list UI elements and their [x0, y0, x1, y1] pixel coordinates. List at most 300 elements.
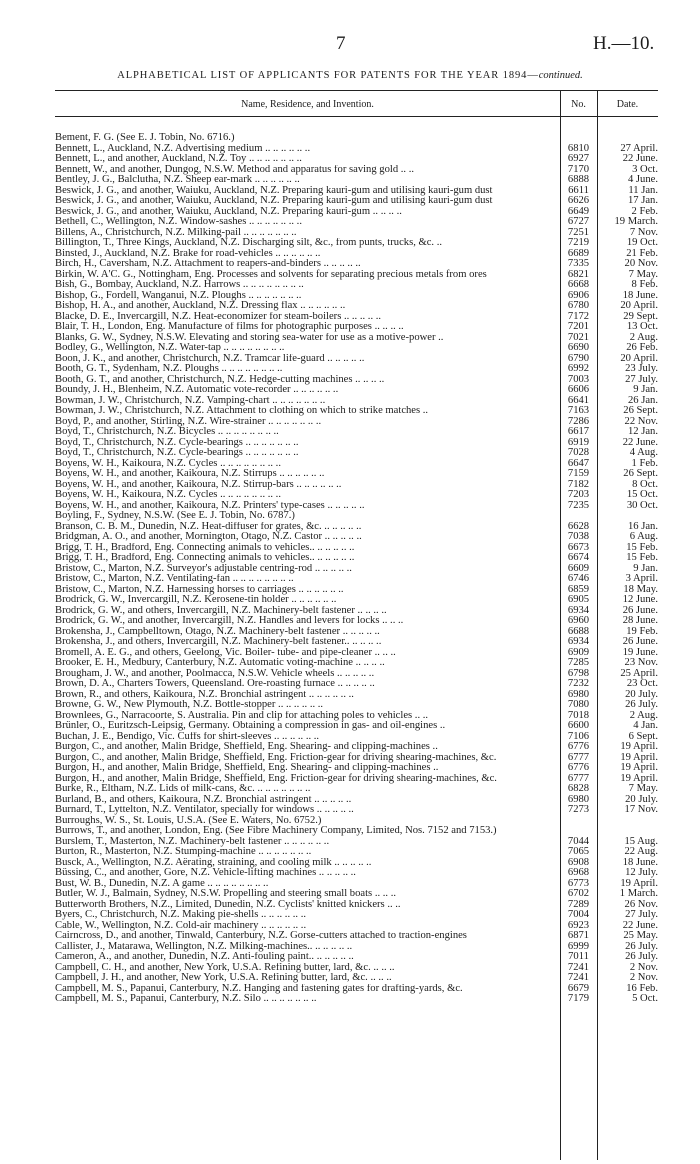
entry-number: 6746 — [567, 573, 590, 584]
entry-date: 26 Sept. — [623, 405, 658, 416]
entry-number: 7011 — [568, 951, 589, 962]
entry-date: 3 Oct. — [632, 163, 658, 175]
entry-name: Bishop, H. A., and another, Auckland, N.Z. Dressing flax .. .. .. .. .. .. — [55, 301, 346, 311]
entry-name: Callister, J., Matarawa, Wellington, N.Z. Milking-machines.. .. .. .. .. .. — [55, 941, 353, 952]
entry-number: 6798 — [567, 667, 590, 679]
entry-name: Birch, H., Caversham, N.Z. Attachment to reapers-and-binders .. .. .. .. .. — [55, 259, 361, 269]
entry-date: 20 April. — [620, 352, 658, 364]
entry-date: 26 July. — [625, 699, 658, 710]
entry-number: 7028 — [567, 447, 590, 458]
entry-number: 6609 — [567, 562, 590, 574]
entry-date: 30 Oct. — [626, 499, 658, 511]
entry-number: 6828 — [567, 783, 590, 794]
list-item — [55, 427, 658, 438]
entry-number: 6888 — [567, 174, 590, 185]
entry-name: Brokensha, J., Campbelltown, Otago, N.Z. Machinery-belt fastener .. .. .. .. .. — [55, 626, 380, 637]
entry-date: 20 July. — [625, 793, 658, 805]
entry-date: 18 May. — [623, 583, 658, 595]
list-item — [55, 679, 658, 690]
entry-name: Bennett, W., and another, Dungog, N.S.W. Method and apparatus for saving gold .. .. — [55, 164, 415, 175]
list-item — [55, 490, 658, 501]
entry-number: 7080 — [567, 699, 590, 710]
entry-number: 6905 — [567, 594, 590, 605]
entry-date: 16 Feb. — [626, 982, 658, 994]
entry-number: 7004 — [567, 909, 590, 920]
entry-date: 11 Jan. — [628, 184, 658, 196]
entry-name: Boyd, T., Christchurch, N.Z. Cycle-bearings .. .. .. .. .. .. .. — [55, 437, 299, 448]
entry-number: 6776 — [567, 741, 590, 752]
entry-name: Byers, C., Christchurch, N.Z. Making pie-shells .. .. .. .. .. .. — [55, 910, 306, 920]
entry-name: Billens, A., Christchurch, N.Z. Milking-pail .. .. .. .. .. .. .. — [55, 227, 297, 238]
entry-number: 7241 — [567, 961, 590, 973]
list-item — [55, 658, 658, 669]
entry-name: Bement, F. G. (See E. J. Tobin, No. 6716.) — [55, 133, 235, 143]
entry-date: 22 Nov. — [624, 415, 658, 427]
entry-name: Boyd, T., Christchurch, N.Z. Cycle-bearings .. .. .. .. .. .. .. — [55, 448, 299, 458]
list-item — [55, 595, 658, 606]
entry-date: 27 July. — [625, 373, 658, 385]
entry-date: 26 Sept. — [623, 468, 658, 479]
entry-date: 26 Feb. — [626, 342, 658, 353]
entry-date: 8 Feb. — [631, 279, 658, 290]
list-item — [55, 826, 658, 837]
list-item — [55, 385, 658, 396]
entry-name: Burton, R., Masterton, N.Z. Stumping-machine .. .. .. .. .. .. .. — [55, 847, 312, 857]
list-item — [55, 931, 658, 942]
entry-number: 6980 — [567, 793, 590, 805]
list-item — [55, 847, 658, 858]
entry-name: Billington, T., Three Kings, Auckland, N.Z. Discharging silt, &c., from punts, trucks, &c. .. — [55, 238, 443, 248]
list-item — [55, 175, 658, 186]
entry-number: 6776 — [567, 762, 590, 773]
entry-date: 26 Jan. — [627, 394, 658, 406]
entry-number: 6790 — [567, 352, 590, 364]
entry-date: 22 June. — [622, 153, 658, 164]
entry-date: 19 Feb. — [626, 625, 658, 637]
entry-date — [597, 826, 658, 837]
entry-date: 17 Nov. — [624, 804, 658, 815]
entry-name: Bristow, C., Marton, N.Z. Harnessing horses to carriages .. .. .. .. .. .. — [55, 584, 344, 595]
entry-date: 22 June. — [622, 436, 658, 448]
list-item — [55, 501, 658, 512]
entry-date: 4 Jan. — [633, 720, 658, 731]
entry-name: Brown, R., and others, Kaikoura, N.Z. Bronchial astringent .. .. .. .. .. .. — [55, 689, 354, 700]
entry-date: 19 June. — [622, 646, 658, 658]
entry-number: 6649 — [567, 205, 590, 217]
entry-name: Boundy, J. H., Blenheim, N.Z. Automatic vote-recorder .. .. .. .. .. .. — [55, 385, 339, 395]
entry-date: 4 June. — [627, 174, 658, 185]
list-item — [55, 973, 658, 984]
entry-name: Boon, J. K., and another, Christchurch, N.Z. Tramcar life-guard .. .. .. .. .. — [55, 353, 365, 364]
entry-number — [560, 511, 597, 522]
entry-number: 6606 — [567, 384, 590, 395]
entry-number: 6600 — [567, 720, 590, 731]
entry-number: 6641 — [567, 394, 590, 406]
column-header-no: No. — [571, 99, 586, 110]
entry-number: 7172 — [567, 310, 590, 322]
list-item — [55, 868, 658, 879]
title-continued: continued. — [538, 70, 583, 81]
entry-number: 6968 — [567, 867, 590, 878]
entry-name: Burrows, T., and another, London, Eng. (See Fibre Machinery Company, Limited, Nos. 7152 and 7153.) — [55, 826, 497, 836]
entry-number: 7289 — [567, 898, 590, 910]
entry-name: Burgon, C., and another, Malin Bridge, Sheffield, Eng. Friction-gear for driving shearing-machines, &c. — [55, 751, 497, 763]
entry-name: Bristow, C., Marton, N.Z. Surveyor's adjustable centring-rod .. .. .. .. .. — [55, 563, 352, 574]
entry-name: Brodrick, G. W., and another, Invercargill, N.Z. Handles and levers for locks .. .. .. — [55, 616, 404, 626]
entry-name: Bennett, L., Auckland, N.Z. Advertising medium .. .. .. .. .. .. — [55, 143, 311, 154]
entry-number: 7285 — [567, 657, 590, 668]
entry-name: Burgon, H., and another, Malin Bridge, Sheffield, Eng. Friction-gear for driving shearing-machines, &c. — [55, 772, 497, 784]
entry-number: 6927 — [567, 153, 590, 164]
entry-date: 15 Aug. — [624, 835, 658, 847]
entry-number: 6611 — [568, 184, 589, 196]
entry-name: Brigg, T. H., Bradford, Eng. Connecting animals to vehicles.. .. .. .. .. .. — [55, 553, 355, 563]
entry-date — [597, 816, 658, 827]
entry-date: 5 Oct. — [632, 993, 658, 1004]
list-item — [55, 448, 658, 459]
entry-number: 6647 — [567, 457, 590, 469]
title-text: ALPHABETICAL LIST OF APPLICANTS FOR PATENTS FOR THE YEAR 1894— — [117, 70, 539, 81]
entry-date: 29 Sept. — [623, 310, 658, 322]
entry-date: 18 June. — [622, 856, 658, 868]
entry-name: Burland, B., and others, Kaikoura, N.Z. Bronchial astringent .. .. .. .. .. — [55, 794, 352, 805]
entry-date: 1 March. — [619, 888, 658, 899]
entry-number: 6679 — [567, 982, 590, 994]
entry-date: 25 May. — [623, 930, 658, 941]
entry-date: 3 April. — [625, 573, 658, 584]
entry-date: 4 Aug. — [629, 447, 658, 458]
entry-date: 26 June. — [622, 604, 658, 616]
entry-number: 6810 — [567, 142, 590, 154]
entry-date: 19 April. — [620, 772, 658, 784]
entry-number: 6859 — [567, 583, 590, 595]
entry-number: 6668 — [567, 279, 590, 290]
entry-date: 22 Aug. — [624, 846, 658, 857]
list-item — [55, 217, 658, 228]
entry-name: Burroughs, W. S., St. Louis, U.S.A. (See E. Waters, No. 6752.) — [55, 815, 322, 826]
list-item — [55, 532, 658, 543]
header-top-rule — [55, 90, 658, 91]
entry-name: Cameron, A., and another, Dunedin, N.Z. Anti-fouling paint.. .. .. .. .. .. — [55, 952, 354, 962]
entry-date: 28 June. — [622, 615, 658, 626]
entry-name: Bentley, J. G., Balclutha, N.Z. Sheep ear-mark .. .. .. .. .. .. — [55, 175, 300, 185]
list-item — [55, 469, 658, 480]
entry-name: Cable, W., Wellington, N.Z. Cold-air machinery .. .. .. .. .. .. — [55, 920, 307, 931]
entry-name: Birkin, W. A'C. G., Nottingham, Eng. Processes and solvents for separating precious metals from ores — [55, 268, 487, 280]
entry-name: Browne, G. W., New Plymouth, N.Z. Bottle-stopper .. .. .. .. .. .. — [55, 700, 324, 710]
entry-number: 6628 — [567, 520, 590, 532]
list-item — [55, 364, 658, 375]
entry-number: 7106 — [567, 730, 590, 742]
entry-name: Boyd, P., and another, Stirling, N.Z. Wire-strainer .. .. .. .. .. .. .. — [55, 416, 322, 427]
list-item — [55, 784, 658, 795]
entry-number: 7235 — [567, 499, 590, 511]
entry-name: Brokensha, J., and others, Invercargill, N.Z. Machinery-belt fastener.. .. .. .. .. — [55, 637, 382, 647]
entry-number: 7286 — [567, 415, 590, 427]
entry-number: 7203 — [567, 489, 590, 500]
entry-date: 27 April. — [620, 142, 658, 154]
entry-number — [560, 133, 597, 144]
entry-date: 20 Nov. — [624, 258, 658, 269]
entry-date: 12 Jan. — [627, 426, 658, 437]
entry-number: 7201 — [567, 321, 590, 332]
entry-name: Burke, R., Eltham, N.Z. Lids of milk-cans, &c. .. .. .. .. .. .. .. — [55, 784, 311, 794]
list-item — [55, 511, 658, 522]
entry-number: 7170 — [567, 163, 590, 175]
entry-name: Bennett, L., and another, Auckland, N.Z. Toy .. .. .. .. .. .. .. — [55, 154, 302, 164]
entry-name: Bristow, C., Marton, N.Z. Ventilating-fan .. .. .. .. .. .. .. .. — [55, 574, 294, 584]
entry-name: Binsted, J., Auckland, N.Z. Brake for road-vehicles .. .. .. .. .. .. — [55, 248, 321, 259]
entry-date: 16 Jan. — [627, 520, 658, 532]
entry-name: Boyens, W. H., and another, Kaikoura, N.Z. Printers' type-cases .. .. .. .. .. — [55, 500, 365, 511]
entry-date: 27 July. — [625, 909, 658, 920]
entry-name: Brünler, O., Euritzsch-Leipsig, Germany. Obtaining a compression in gas- and oil-engines .. — [55, 721, 446, 731]
entry-number: 6702 — [567, 888, 590, 899]
entry-date: 20 April. — [620, 300, 658, 311]
list-item — [55, 196, 658, 207]
entry-name: Brooker, E. H., Medbury, Canterbury, N.Z. Automatic voting-machine .. .. .. .. — [55, 658, 385, 668]
entry-date — [597, 133, 658, 144]
entry-name: Campbell, M. S., Papanui, Canterbury, N.Z. Hanging and fastening gates for drafting-yards, &c. — [55, 983, 463, 994]
list-item — [55, 238, 658, 249]
entry-name: Beswick, J. G., and another, Waiuku, Auckland, N.Z. Preparing kauri-gum .. .. .. .. — [55, 206, 402, 217]
entry-date: 15 Feb. — [626, 552, 658, 563]
entry-number: 6780 — [567, 300, 590, 311]
entry-name: Butterworth Brothers, N.Z., Limited, Dunedin, N.Z. Cyclists' knitted knickers .. .. — [55, 899, 401, 910]
entry-name: Beswick, J. G., and another, Waiuku, Auckland, N.Z. Preparing kauri-gum and utilising kauri-gum dust — [55, 195, 493, 206]
list-item — [55, 406, 658, 417]
entry-name: Boyd, T., Christchurch, N.Z. Bicycles .. .. .. .. .. .. .. .. — [55, 427, 279, 437]
entry-number: 7232 — [567, 678, 590, 689]
list-item — [55, 721, 658, 732]
list-item — [55, 952, 658, 963]
entry-number: 7241 — [567, 972, 590, 983]
entry-name: Branson, C. B. M., Dunedin, N.Z. Heat-diffuser for grates, &c. .. .. .. .. .. — [55, 521, 362, 532]
entry-name: Bish, G., Bombay, Auckland, N.Z. Harrows .. .. .. .. .. .. .. .. — [55, 280, 304, 290]
entry-date: 6 Aug. — [629, 531, 658, 542]
entry-number: 7182 — [567, 478, 590, 490]
entry-date: 6 Sept. — [628, 730, 658, 742]
entry-name: Bromell, A. E. G., and others, Geelong, Vic. Boiler- tube- and pipe-cleaner .. .. .. — [55, 647, 396, 658]
page-title — [0, 70, 700, 81]
entry-number: 6626 — [567, 195, 590, 206]
entry-number: 6909 — [567, 646, 590, 658]
entry-date: 7 May. — [628, 268, 658, 280]
entry-date: 25 April. — [620, 667, 658, 679]
entry-name: Campbell, J. H., and another, New York, U.S.A. Refining butter, lard, &c. .. .. .. — [55, 973, 392, 983]
entry-number: 6908 — [567, 856, 590, 868]
entry-number: 6777 — [567, 772, 590, 784]
entry-name: Bethell, C., Wellington, N.Z. Window-sashes .. .. .. .. .. .. .. — [55, 217, 302, 227]
entry-name: Booth, G. T., Sydenham, N.Z. Ploughs .. .. .. .. .. .. .. .. — [55, 364, 283, 374]
entry-name: Burgon, H., and another, Malin Bridge, Sheffield, Eng. Shearing- and clipping-machines .. — [55, 763, 439, 773]
entry-date: 19 Oct. — [626, 237, 658, 248]
list-item — [55, 322, 658, 333]
list-item — [55, 805, 658, 816]
entry-date — [597, 511, 658, 522]
entry-date: 23 Oct. — [626, 678, 658, 689]
list-item — [55, 816, 658, 827]
entry-name: Burslem, T., Masterton, N.Z. Machinery-belt fastener .. .. .. .. .. .. — [55, 836, 330, 847]
entry-number: 7018 — [567, 709, 590, 721]
list-item — [55, 343, 658, 354]
entry-number: 7179 — [567, 993, 590, 1004]
entry-number — [560, 816, 597, 827]
list-item — [55, 910, 658, 921]
entry-name: Boyens, W. H., Kaikoura, N.Z. Cycles .. .. .. .. .. .. .. .. — [55, 490, 281, 500]
entry-date: 26 Nov. — [624, 898, 658, 910]
entry-date: 2 Aug. — [629, 331, 658, 343]
entry-name: Buchan, J. E., Bendigo, Vic. Cuffs for shirt-sleeves .. .. .. .. .. .. — [55, 731, 320, 742]
list-item — [55, 994, 658, 1005]
entry-date: 19 April. — [620, 751, 658, 763]
list-item — [55, 133, 658, 144]
entry-number: 6871 — [567, 930, 590, 941]
entry-number: 6690 — [567, 342, 590, 353]
list-item — [55, 637, 658, 648]
entry-date: 26 July. — [625, 940, 658, 952]
entry-name: Brodrick, G. W., Invercargill, N.Z. Kerosene-tin holder .. .. .. .. .. .. — [55, 595, 337, 605]
entry-date: 9 Jan. — [633, 384, 658, 395]
entry-date: 2 Nov. — [629, 972, 658, 983]
entry-number: 6688 — [567, 625, 590, 637]
entry-name: Blanks, G. W., Sydney, N.S.W. Elevating and storing sea-water for use as a motive-power .. — [55, 332, 444, 343]
entry-number: 7273 — [567, 804, 590, 815]
entry-name: Campbell, M. S., Papanui, Canterbury, N.Z. Silo .. .. .. .. .. .. .. — [55, 994, 317, 1004]
entry-date: 7 Nov. — [629, 226, 658, 238]
entry-name: Boyens, W. H., and another, Kaikoura, N.Z. Stirrups .. .. .. .. .. .. — [55, 469, 325, 479]
entry-name: Bowman, J. W., Christchurch, N.Z. Vamping-chart .. .. .. .. .. .. .. — [55, 395, 326, 406]
entry-date: 2 Feb. — [631, 205, 658, 217]
list-item — [55, 889, 658, 900]
entry-name: Cairncross, D., and another, Tinwald, Canterbury, N.Z. Gorse-cutters attached to traction-engines — [55, 931, 467, 941]
entry-date: 15 Oct. — [626, 489, 658, 500]
entry-date: 21 Feb. — [626, 247, 658, 259]
entry-name: Bridgman, A. O., and another, Mornington, Otago, N.Z. Castor .. .. .. .. .. — [55, 532, 362, 542]
entry-number: 7003 — [567, 373, 590, 385]
entry-name: Boyens, W. H., Kaikoura, N.Z. Cycles .. .. .. .. .. .. .. .. — [55, 458, 281, 469]
document-reference: H.—10. — [593, 33, 655, 54]
entry-name: Büssing, C., and another, Gore, N.Z. Vehicle-lifting machines .. .. .. .. .. — [55, 868, 356, 878]
entry-date: 9 Jan. — [633, 562, 658, 574]
entry-number: 7038 — [567, 531, 590, 542]
entry-number: 6777 — [567, 751, 590, 763]
entry-name: Blacke, D. E., Invercargill, N.Z. Heat-economizer for steam-boilers .. .. .. .. .. — [55, 311, 382, 322]
entry-number: 7065 — [567, 846, 590, 857]
entry-date: 26 July. — [625, 951, 658, 962]
entry-date: 12 July. — [625, 867, 658, 878]
entry-number: 6934 — [567, 636, 590, 647]
entry-name: Bishop, G., Fordell, Wanganui, N.Z. Ploughs .. .. .. .. .. .. .. — [55, 290, 302, 301]
entry-date: 19 April. — [620, 762, 658, 773]
entry-name: Blair, T. H., London, Eng. Manufacture of films for photographic purposes .. .. .. .. — [55, 322, 404, 332]
entry-number: 7335 — [567, 258, 590, 269]
header-bottom-rule — [55, 116, 658, 117]
entry-number: 6992 — [567, 363, 590, 374]
entry-name: Bodley, G., Wellington, N.Z. Water-tap .. .. .. .. .. .. .. .. — [55, 343, 285, 353]
list-item — [55, 259, 658, 270]
entry-number: 6673 — [567, 541, 590, 553]
entry-date: 1 Feb. — [631, 457, 658, 469]
entry-date: 17 Jan. — [627, 195, 658, 206]
entry-name: Brownlees, G., Narracoorte, S. Australia. Pin and clip for attaching poles to vehicles .. .. — [55, 710, 429, 721]
column-header-date: Date. — [616, 99, 639, 110]
entry-number: 6617 — [567, 426, 590, 437]
list-item — [55, 574, 658, 585]
entry-number: 7044 — [567, 835, 590, 847]
entry-number: 6934 — [567, 604, 590, 616]
entry-date: 18 June. — [622, 289, 658, 301]
entry-number: 6906 — [567, 289, 590, 301]
entry-number: 6923 — [567, 919, 590, 931]
entry-date: 19 April. — [620, 741, 658, 752]
entry-number: 7251 — [567, 226, 590, 238]
entry-name: Boyens, W. H., and another, Kaikoura, N.Z. Stirrup-bars .. .. .. .. .. .. — [55, 479, 342, 490]
entry-date: 2 Aug. — [629, 709, 658, 721]
entry-number: 7159 — [567, 468, 590, 479]
entry-date: 23 Nov. — [624, 657, 658, 668]
entry-name: Brougham, J. W., and another, Poolmacca, N.S.W. Vehicle wheels .. .. .. .. .. — [55, 668, 375, 679]
entry-date: 7 May. — [628, 783, 658, 794]
entry-name: Booth, G. T., and another, Christchurch, N.Z. Hedge-cutting machines .. .. .. .. — [55, 374, 385, 385]
list-item — [55, 763, 658, 774]
entry-number — [560, 826, 597, 837]
list-item — [55, 742, 658, 753]
entry-date: 22 June. — [622, 919, 658, 931]
entry-name: Burgon, C., and another, Malin Bridge, Sheffield, Eng. Shearing- and clipping-machines .. — [55, 742, 438, 752]
page-number: 7 — [336, 33, 346, 54]
entry-date: 8 Oct. — [632, 478, 658, 490]
entry-date: 19 March. — [614, 216, 658, 227]
entry-date: 13 Oct. — [626, 321, 658, 332]
list-item — [55, 301, 658, 312]
entry-number: 7219 — [567, 237, 590, 248]
entry-number: 6689 — [567, 247, 590, 259]
entry-number: 7163 — [567, 405, 590, 416]
entry-date: 23 July. — [625, 363, 658, 374]
entry-name: Brigg, T. H., Bradford, Eng. Connecting animals to vehicles.. .. .. .. .. .. — [55, 542, 355, 553]
list-item — [55, 616, 658, 627]
entry-name: Campbell, C. H., and another, New York, U.S.A. Refining butter, lard, &c. .. .. .. — [55, 962, 395, 973]
list-item — [55, 280, 658, 291]
entry-name: Butler, W. J., Balmain, Sydney, N.S.W. Propelling and steering small boats .. .. .. — [55, 889, 397, 899]
entry-date: 15 Feb. — [626, 541, 658, 553]
list-item — [55, 553, 658, 564]
entry-number: 6674 — [567, 552, 590, 563]
entry-number: 6980 — [567, 688, 590, 700]
entry-name: Brown, D. A., Charters Towers, Queensland. Ore-roasting furnace .. .. .. .. .. — [55, 679, 375, 689]
entry-date: 20 July. — [625, 688, 658, 700]
entry-name: Busck, A., Wellington, N.Z. Aërating, straining, and cooling milk .. .. .. .. .. — [55, 857, 372, 868]
list-item — [55, 154, 658, 165]
entry-date: 19 April. — [620, 877, 658, 889]
applicant-list — [55, 133, 658, 1005]
entry-name: Burnard, T., Lyttelton, N.Z. Ventilator, specially for windows .. .. .. .. .. — [55, 805, 354, 815]
entry-name: Beswick, J. G., and another, Waiuku, Auckland, N.Z. Preparing kauri-gum and utilising kauri-gum dust — [55, 184, 493, 196]
entry-name: Brodrick, G. W., and others, Invercargill, N.Z. Machinery-belt fastener .. .. .. .. — [55, 605, 387, 616]
entry-number: 6960 — [567, 615, 590, 626]
entry-name: Boyling, F., Sydney, N.S.W. (See E. J. Tobin, No. 6787.) — [55, 511, 295, 521]
entry-number: 6999 — [567, 940, 590, 952]
entry-date: 26 June. — [622, 636, 658, 647]
entry-number: 6727 — [567, 216, 590, 227]
list-item — [55, 700, 658, 711]
entry-name: Bust, W. B., Dunedin, N.Z. A game .. .. .. .. .. .. .. .. — [55, 878, 269, 889]
entry-number: 6773 — [567, 877, 590, 889]
entry-date: 12 June. — [622, 594, 658, 605]
entry-number: 7021 — [567, 331, 590, 343]
entry-name: Bowman, J. W., Christchurch, N.Z. Attachment to clothing on which to strike matches .. — [55, 406, 429, 416]
